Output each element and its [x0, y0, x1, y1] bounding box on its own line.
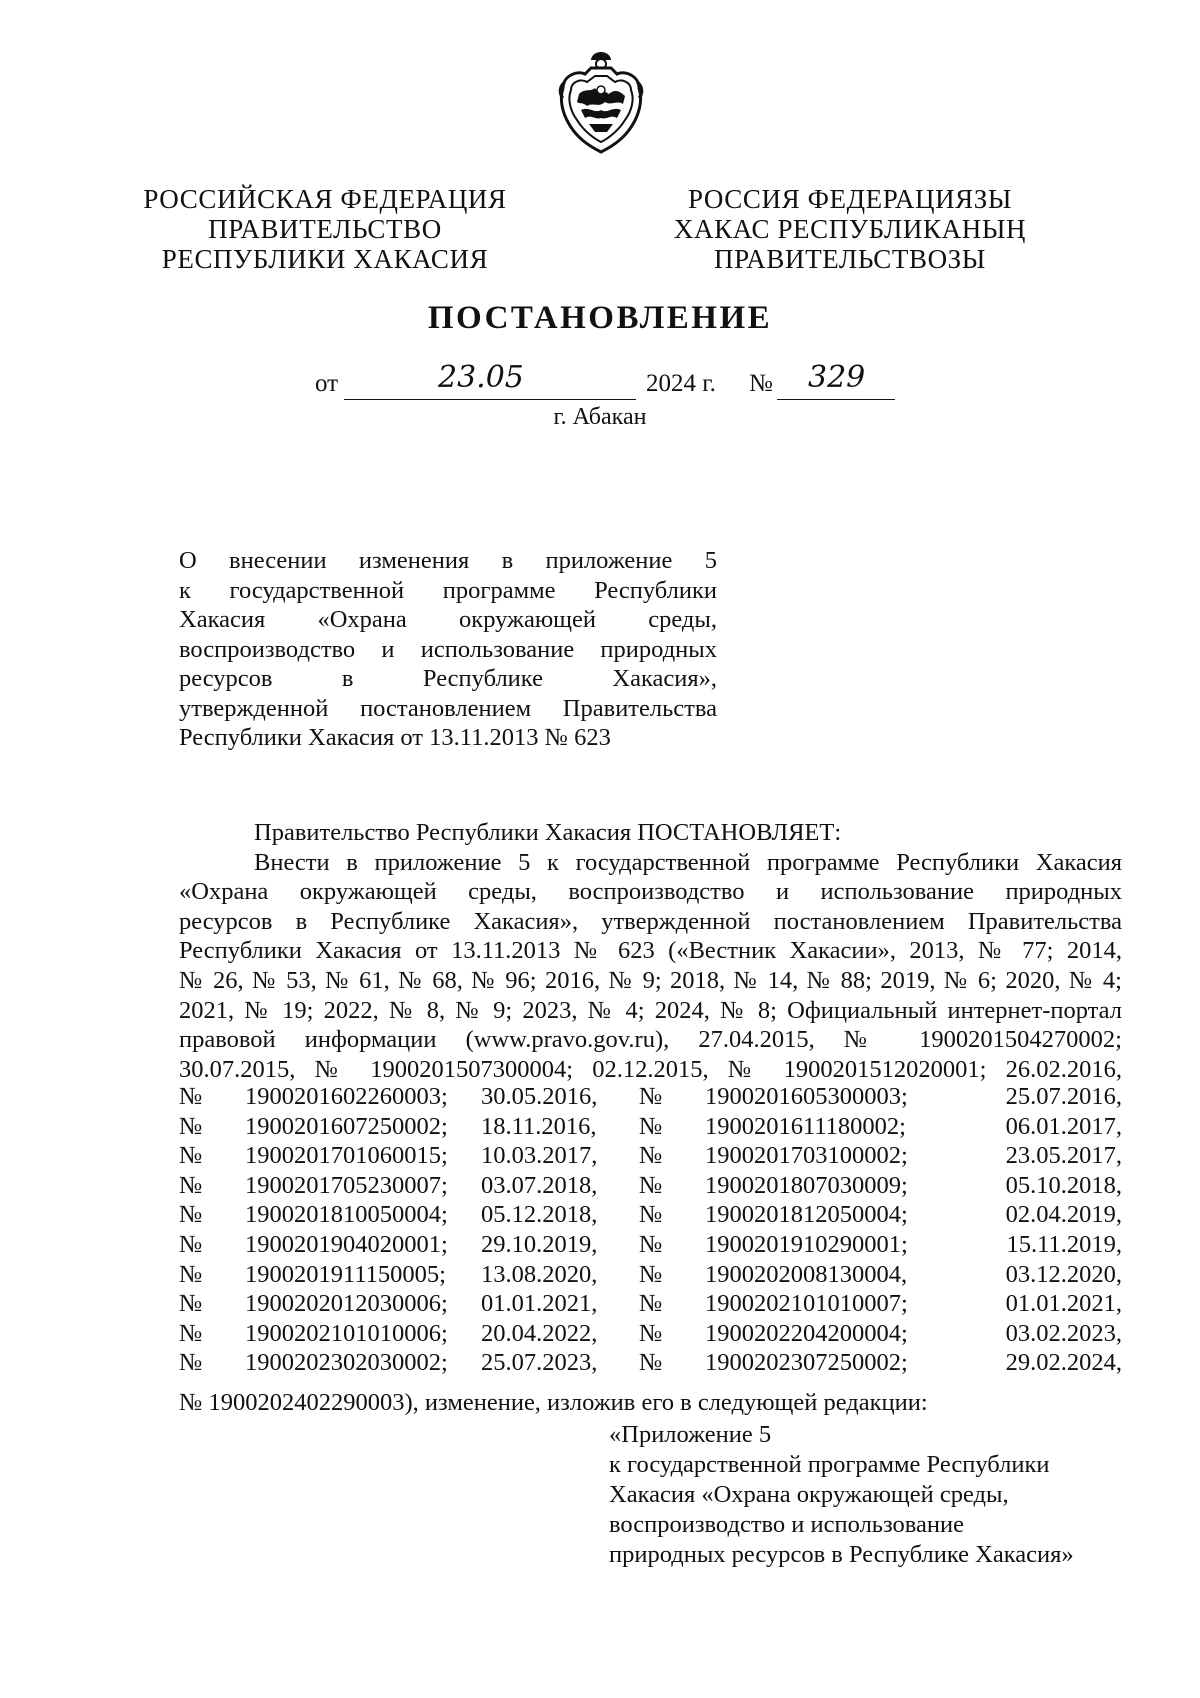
subject-line: утвержденной постановлением Правительства [179, 694, 717, 722]
appendix-line: воспроизводство и использование [609, 1511, 964, 1538]
registry-cell: 1900201812050004; [705, 1201, 908, 1229]
registry-cell: 20.04.2022, [481, 1319, 598, 1347]
header-right [665, 184, 1035, 274]
date-prefix: от [315, 370, 339, 397]
registry-cell: 1900201807030009; [705, 1171, 908, 1199]
registry-cell: 03.07.2018, [481, 1171, 598, 1199]
date-underline [344, 399, 636, 400]
registry-cell: 1900202101010006; [245, 1319, 448, 1347]
subject-line: к государственной программе Республики [179, 576, 717, 604]
body-text [179, 818, 1122, 1084]
header-left-line: ПРАВИТЕЛЬСТВО [208, 214, 442, 244]
document-title: ПОСТАНОВЛЕНИЕ [427, 300, 773, 336]
registry-row [179, 1349, 1122, 1379]
date-handwritten: 23.05 [438, 360, 524, 395]
body-line: правовой информации (www.pravo.gov.ru), 27.04.2015, № 1900201504270002; [179, 1026, 1122, 1054]
registry-cell: 18.11.2016, [481, 1112, 597, 1140]
body-line: Республики Хакасия от 13.11.2013 № 623 («Вестник Хакасии», 2013, № 77; 2014, [179, 937, 1122, 965]
registry-cell: 25.07.2023, [481, 1349, 598, 1377]
header-left-line: РЕСПУБЛИКИ ХАКАСИЯ [161, 244, 489, 274]
year-label: 2024 г. [646, 370, 716, 397]
registry-cell: 02.04.2019, [1005, 1201, 1122, 1229]
appendix-line: «Приложение 5 [609, 1421, 772, 1448]
registry-cell: 25.07.2016, [1005, 1083, 1122, 1110]
subject-block [179, 546, 717, 753]
subject-line: Республики Хакасия от 13.11.2013 № 623 [179, 724, 611, 751]
body-line: ресурсов в Республике Хакасия», утвержденной постановлением Правительства [179, 907, 1122, 935]
body-line: № 26, № 53, № 61, № 68, № 96; 2016, № 9; 2018, № 14, № 88; 2019, № 6; 2020, № 4; [179, 966, 1122, 994]
registry-cell: 13.08.2020, [481, 1260, 598, 1288]
registry-cell: 30.05.2016, [481, 1083, 598, 1110]
registry-cell: 29.02.2024, [1005, 1349, 1122, 1377]
registry-cell: 1900201602260003; [245, 1083, 448, 1110]
registry-row [179, 1320, 1122, 1350]
registry-cell: 05.12.2018, [481, 1201, 598, 1229]
registry-cell: 15.11.2019, [1006, 1230, 1122, 1258]
registry-row [179, 1201, 1122, 1231]
registry-cell: 23.05.2017, [1005, 1142, 1122, 1170]
subject-line: О внесении изменения в приложение 5 [179, 547, 717, 574]
number-prefix: № [749, 370, 773, 397]
registry-cell: 1900202101010007; [705, 1290, 908, 1318]
registry-row [179, 1142, 1122, 1172]
registry-cell: 1900201910290001; [705, 1230, 908, 1258]
registry-cell: 1900201611180002; [705, 1112, 906, 1140]
registry-cell: 10.03.2017, [481, 1142, 598, 1170]
registry-row [179, 1290, 1122, 1320]
registry-cell: № [639, 1142, 663, 1170]
registry-cell: 1900202307250002; [705, 1349, 908, 1377]
header-right-line: ХАКАС РЕСПУБЛИКАНЫҢ [673, 214, 1027, 244]
header-left-line: РОССИЙСКАЯ ФЕДЕРАЦИЯ [143, 184, 507, 214]
registry-row [179, 1261, 1122, 1291]
appendix-line: к государственной программе Республики [609, 1451, 1050, 1478]
registry-cell: 06.01.2017, [1005, 1112, 1122, 1140]
registry-cell: 1900201605300003; [705, 1083, 908, 1110]
registry-cell: № [639, 1083, 663, 1110]
closing-line: № 1900202402290003), изменение, изложив его в следующей редакции: [179, 1389, 928, 1416]
registry-cell: № [639, 1290, 663, 1318]
registry-cell: № [179, 1083, 203, 1110]
city-label: г. Абакан [553, 404, 647, 430]
registry-cell: № [639, 1260, 663, 1288]
appendix-line: Хакасия «Охрана окружающей среды, [609, 1481, 1009, 1508]
number-handwritten: 329 [808, 360, 866, 395]
appendix-line: природных ресурсов в Республике Хакасия» [609, 1541, 1074, 1568]
registry-cell: 1900201911150005; [245, 1260, 446, 1288]
registry-cell: № [179, 1290, 203, 1318]
registry-cell: № [179, 1142, 203, 1170]
registry-cell: № [179, 1349, 203, 1377]
subject-line: ресурсов в Республике Хакасия», [179, 665, 717, 692]
registry-cell: 1900201703100002; [705, 1142, 908, 1170]
header-right-line: ПРАВИТЕЛЬСТВОЗЫ [714, 244, 986, 274]
header-left [140, 184, 510, 274]
subject-line: воспроизводство и использование природных [179, 635, 717, 663]
body-line: «Охрана окружающей среды, воспроизводство и использование природных [179, 878, 1122, 906]
registry-cell: 1900202012030006; [245, 1290, 448, 1318]
registry-cell: 1900201701060015; [245, 1142, 448, 1170]
registry-cell: № [179, 1112, 203, 1140]
registry-cell: 1900201904020001; [245, 1230, 448, 1258]
registry-cell: 05.10.2018, [1005, 1171, 1122, 1199]
registry-row [179, 1113, 1122, 1143]
registry-cell: № [179, 1319, 203, 1347]
registry-cell: 1900201810050004; [245, 1201, 448, 1229]
subject-line: Хакасия «Охрана окружающей среды, [179, 606, 717, 633]
body-line: 30.07.2015, № 1900201507300004; 02.12.2015, № 1900201512020001; 26.02.2016, [179, 1055, 1122, 1083]
registry-row [179, 1172, 1122, 1202]
registry-cell: 1900202204200004; [705, 1319, 908, 1347]
registry-cell: № [179, 1230, 203, 1258]
registry-cell: № [639, 1201, 663, 1229]
registry-cell: 1900201607250002; [245, 1112, 448, 1140]
appendix-block [609, 1420, 1074, 1570]
coat-of-arms-emblem [555, 48, 647, 156]
registry-cell: № [639, 1171, 663, 1199]
registry-cell: № [179, 1260, 203, 1288]
registry-cell: № [639, 1230, 663, 1258]
decree-line: Правительство Республики Хакасия ПОСТАНОВЛЯЕТ: [254, 819, 842, 846]
registry-row [179, 1231, 1122, 1261]
body-line: Внести в приложение 5 к государственной программе Республики Хакасия [254, 848, 1122, 876]
header-right-line: РОССИЯ ФЕДЕРАЦИЯЗЫ [687, 184, 1013, 214]
registry-cell: № [639, 1112, 663, 1140]
registry-cell: 01.01.2021, [481, 1290, 598, 1318]
registry-cell: 03.02.2023, [1005, 1319, 1122, 1347]
registry-table [179, 1083, 1122, 1379]
registry-cell: 1900201705230007; [245, 1171, 448, 1199]
registry-row [179, 1083, 1122, 1113]
registry-cell: 1900202008130004, [705, 1260, 908, 1288]
registry-cell: № [179, 1201, 203, 1229]
registry-cell: 1900202302030002; [245, 1349, 448, 1377]
registry-cell: 01.01.2021, [1005, 1290, 1122, 1318]
registry-cell: № [179, 1171, 203, 1199]
body-line: 2021, № 19; 2022, № 8, № 9; 2023, № 4; 2024, № 8; Официальный интернет-портал [179, 996, 1122, 1024]
registry-cell: № [639, 1349, 663, 1377]
registry-cell: 29.10.2019, [481, 1230, 598, 1258]
registry-cell: 03.12.2020, [1005, 1260, 1122, 1288]
registry-cell: № [639, 1319, 663, 1347]
number-underline [777, 399, 895, 400]
